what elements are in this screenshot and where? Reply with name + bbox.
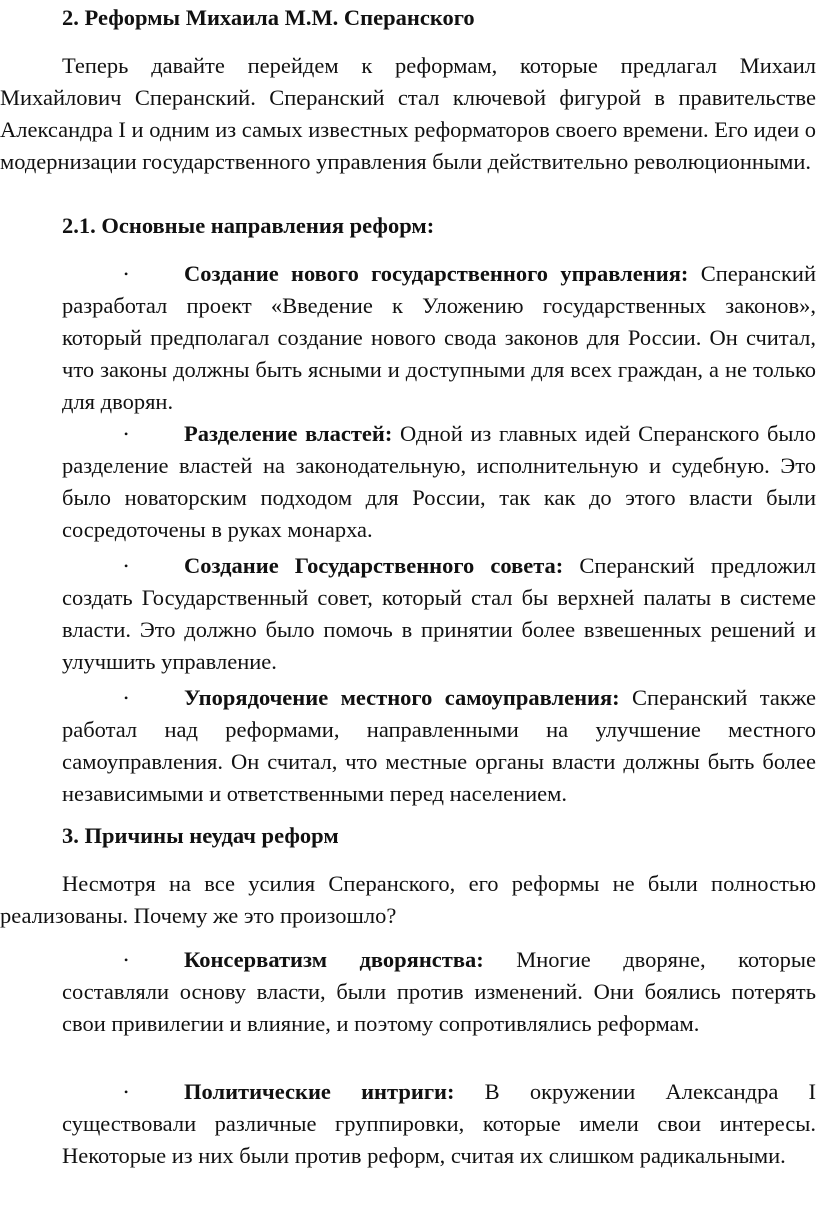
bullet-icon: • [124,953,129,967]
failure-reason-political-intrigues [62,1076,816,1172]
reform-item-new-government [62,258,816,418]
bullet-icon: • [124,427,129,441]
failure-reason-text: Многие дворяне, которые составляли основу власти, были против изменений. Они боялись потерять свои привилегии и влияние, и поэтому сопротивлялись реформам. [62,947,816,1036]
failure-reason-title: Политические интриги: [184,1079,455,1104]
reform-item-title: Создание нового государственного управления: [184,261,689,286]
reform-item-local-self-government [62,682,816,810]
reform-item-separation-of-powers [62,418,816,546]
bullet-icon: • [124,559,129,573]
reform-item-title: Разделение властей: [184,421,393,446]
reform-item-text: Сперанский также работал над реформами, направленными на улучшение местного самоуправления. Он считал, что местные органы власти должны быть более независимыми и ответственными перед населением. [62,685,816,806]
section-2-intro-paragraph: Теперь давайте перейдем к реформам, которые предлагал Михаил Михайлович Сперанский. Сперанский стал ключевой фигурой в правительстве Александра I и одним из самых известных реформаторов своего времени. Его идеи о модернизации государственного управления были действительно революционными. [0,53,816,174]
failure-reason-title: Консерватизм дворянства: [184,947,484,972]
section-3-heading: 3. Причины неудач реформ [62,823,339,848]
reform-item-state-council [62,550,816,678]
reform-item-text: Одной из главных идей Сперанского было разделение властей на законодательную, исполнительную и судебную. Это было новаторским подходом для России, так как до этого власти были сосредоточены в руках монарха. [62,421,816,542]
failure-reason-text: В окружении Александра I существовали различные группировки, которые имели свои интересы. Некоторые из них были против реформ, считая их слишком радикальными. [62,1079,816,1168]
reform-item-text: Сперанский предложил создать Государственный совет, который стал бы верхней палаты в системе власти. Это должно было помочь в принятии более взвешенных решений и улучшить управление. [62,553,816,674]
bullet-icon: • [124,267,129,281]
section-3-intro-paragraph: Несмотря на все усилия Сперанского, его реформы не были полностью реализованы. Почему же это произошло? [0,871,816,928]
failure-reason-nobility-conservatism [62,944,816,1040]
section-2-1-heading: 2.1. Основные направления реформ: [62,213,435,238]
reform-item-title: Упорядочение местного самоуправления: [184,685,620,710]
reform-item-text: Сперанский разработал проект «Введение к Уложению государственных законов», который предполагал создание нового свода законов для России. Он считал, что законы должны быть ясными и доступными для всех граждан, а не только для дворян. [62,261,816,414]
section-2-heading: 2. Реформы Михаила М.М. Сперанского [62,5,475,30]
reform-item-title: Создание Государственного совета: [184,553,564,578]
bullet-icon: • [124,1085,129,1099]
bullet-icon: • [124,691,129,705]
